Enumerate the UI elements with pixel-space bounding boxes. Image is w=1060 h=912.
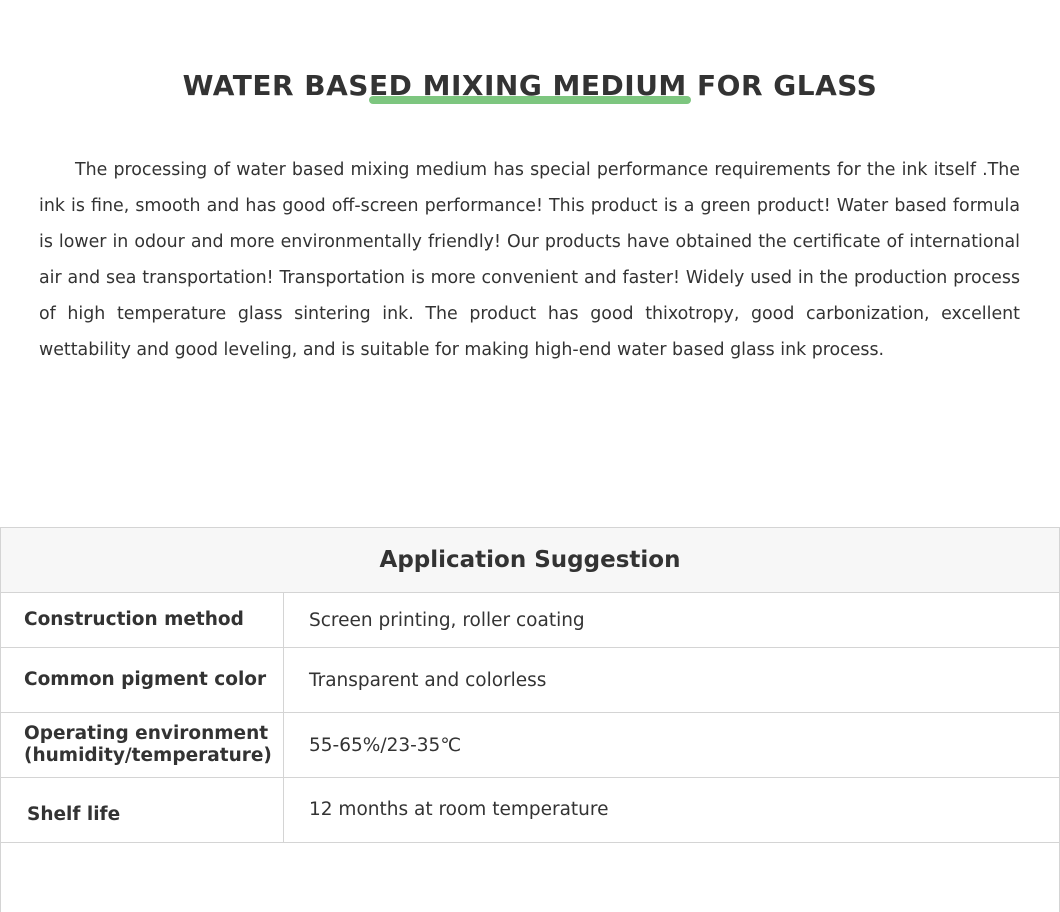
row-value-pigment-color: Transparent and colorless xyxy=(309,669,547,691)
table-row xyxy=(1,648,1059,713)
page-title: WATER BASED MIXING MEDIUM FOR GLASS xyxy=(182,69,878,102)
row-label-operating-environment xyxy=(1,713,284,777)
table-row xyxy=(1,713,1059,778)
row-value-operating-environment: 55-65%/23-35℃ xyxy=(309,734,462,756)
row-label-construction-method: Construction method xyxy=(1,593,284,647)
table-header: Application Suggestion xyxy=(1,528,1059,593)
operating-environment-line1: Operating environment xyxy=(24,723,269,744)
product-description: The processing of water based mixing medium has special performance requirements for the ink itself .The ink is fine, smooth and has good off-screen performance! This product is a green product! Water based formula is lower in odour and more environmentally friendly! Our products have obtained the certificate of international air and sea transportation! Transportation is more convenient and faster! Widely used in the production process of high temperature glass sintering ink. The product has good thixotropy, good carbonization, excellent wettability and good leveling, and is suitable for making high-end water based glass ink process. xyxy=(39,160,1020,360)
table-row xyxy=(1,778,1059,843)
table-row xyxy=(1,593,1059,648)
row-value-construction-method: Screen printing, roller coating xyxy=(309,609,585,631)
operating-environment-line2: (humidity/temperature) xyxy=(24,745,272,766)
row-label-pigment-color: Common pigment color xyxy=(1,648,284,712)
row-label-shelf-life: Shelf life xyxy=(1,778,284,842)
title-container xyxy=(0,66,1060,106)
application-suggestion-table xyxy=(0,527,1060,912)
row-value-shelf-life: 12 months at room temperature xyxy=(309,798,609,820)
